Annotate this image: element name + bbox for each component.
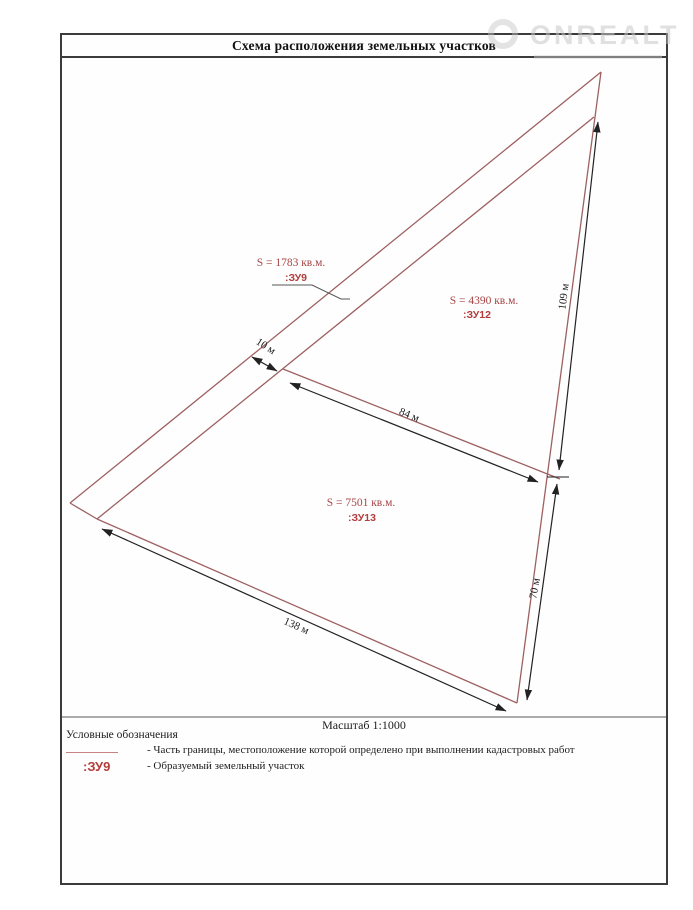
plot-zu13-id-label: :ЗУ13 [348, 512, 376, 524]
legend-zu-symbol: :ЗУ9 [83, 759, 111, 774]
legend-item-boundary-text: - Часть границы, местоположение которой определено при выполнении кадастровых работ [147, 744, 575, 756]
dimension-label-10m: 10 м [253, 335, 278, 358]
zu9-leader-line [272, 285, 350, 299]
boundary-inner-diagonal [97, 117, 594, 519]
legend-heading: Условные обозначения [66, 729, 178, 741]
boundary-divider-84m [283, 369, 560, 479]
boundary-right-edge [517, 72, 601, 703]
dimension-label-70m: 70 м [527, 577, 543, 600]
boundary-left-cap [70, 503, 97, 519]
title-bar [60, 33, 668, 58]
boundary-bottom-edge [97, 519, 517, 703]
plot-zu9-id-label: :ЗУ9 [284, 272, 308, 284]
plot-zu13-area-label: S = 7501 кв.м. [326, 497, 396, 509]
scale-note: Масштаб 1:1000 [322, 718, 406, 732]
dimension-line-84m [290, 383, 538, 482]
plot-zu12-id-label: :ЗУ12 [463, 309, 491, 321]
plot-zu12-area-label: S = 4390 кв.м. [449, 295, 519, 307]
dimension-label-138m: 138 м [281, 615, 311, 638]
watermark-brand: ONREALT [530, 20, 680, 50]
dimension-line-138m [102, 529, 506, 711]
plot-zu9-area-label: S = 1783 кв.м. [256, 257, 326, 269]
dimension-label-84m: 84 м [397, 405, 421, 425]
dimension-label-109m: 109 м [556, 282, 572, 311]
boundary-outer-diagonal [70, 72, 601, 503]
legend-item-parcel-text: - Образуемый земельный участок [147, 760, 305, 772]
page-title: Схема расположения земельных участков [231, 37, 496, 53]
dimension-line-10m [252, 357, 277, 371]
